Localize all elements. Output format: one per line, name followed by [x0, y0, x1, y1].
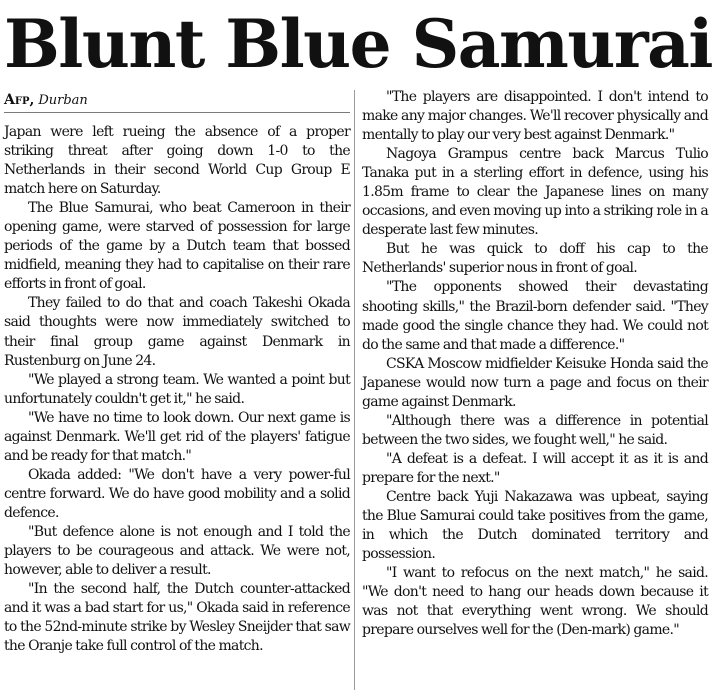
paragraph: They failed to do that and coach Takeshi Okada said thoughts were now immediately switched to their final group game against Denmark in Rustenburg on June 24. [4, 295, 350, 369]
paragraph: "We have no time to look down. Our next game is against Denmark. We'll get rid of the players' fatigue and be ready for that match." [4, 409, 350, 464]
column-divider [354, 90, 355, 690]
paragraph: Nagoya Grampus centre back Marcus Tulio Tanaka put in a sterling effort in defence, using his 1.85m frame to clear the Japanese lines on many occasions, and even moving up into a striking role in a desperate last few minutes. [362, 146, 708, 239]
byline [4, 88, 350, 113]
paragraph: "We played a strong team. We wanted a point but unfortunately couldn't get it," he said. [4, 371, 350, 407]
paragraph: "The players are disappointed. I don't intend to make any major changes. We'll recover physically and mentally to play our very best against Denmark." [362, 89, 708, 144]
paragraph: But he was quick to doff his cap to the Netherlands' superior nous in front of goal. [362, 241, 708, 277]
paragraph: "But defence alone is not enough and I told the players to be courageous and attack. We were not, however, able to deliver a result. [4, 523, 350, 579]
article-column-left [4, 88, 350, 656]
paragraph: "I want to refocus on the next match," he said. "We don't need to hang our heads down because it was not that everything went wrong. We should prepare ourselves well for the (Den-mark) game." [362, 565, 708, 639]
paragraph: Okada added: "We don't have a very power-ful centre forward. We do have good mobility and a solid defence. [4, 466, 350, 521]
paragraph: "Although there was a difference in potential between the two sides, we fought well," he said. [362, 412, 708, 448]
headline: Blunt Blue Samurai [4, 5, 712, 83]
paragraph: Japan were left rueing the absence of a proper striking threat after going down 1-0 to the Netherlands in their second World Cup Group E match here on Saturday. [4, 124, 350, 198]
byline-agency: Afp, [4, 92, 35, 108]
paragraph: "The opponents showed their devastating shooting skills," the Brazil-born defender said. "They made good the single chance they had. We could not do the same and that made a difference." [362, 279, 708, 353]
paragraph: "A defeat is a defeat. I will accept it as it is and prepare for the next." [362, 450, 708, 486]
paragraph: CSKA Moscow midfielder Keisuke Honda said the Japanese would now turn a page and focus on their game against Denmark. [362, 355, 708, 410]
paragraph: The Blue Samurai, who beat Cameroon in their opening game, were starved of possession for large periods of the game by a Dutch team that bossed midfield, meaning they had to capitalise on their rare efforts in front of goal. [4, 200, 350, 293]
paragraph: Centre back Yuji Nakazawa was upbeat, saying the Blue Samurai could take positives from the game, in which the Dutch dominated territory and possession. [362, 488, 708, 563]
byline-place: Durban [38, 93, 88, 108]
article-column-right [362, 88, 708, 640]
paragraph: "In the second half, the Dutch counter-attacked and it was a bad start for us," Okada said in reference to the 52nd-minute strike by Wesley Sneijder that saw the Oranje take full control of the match. [4, 581, 350, 655]
